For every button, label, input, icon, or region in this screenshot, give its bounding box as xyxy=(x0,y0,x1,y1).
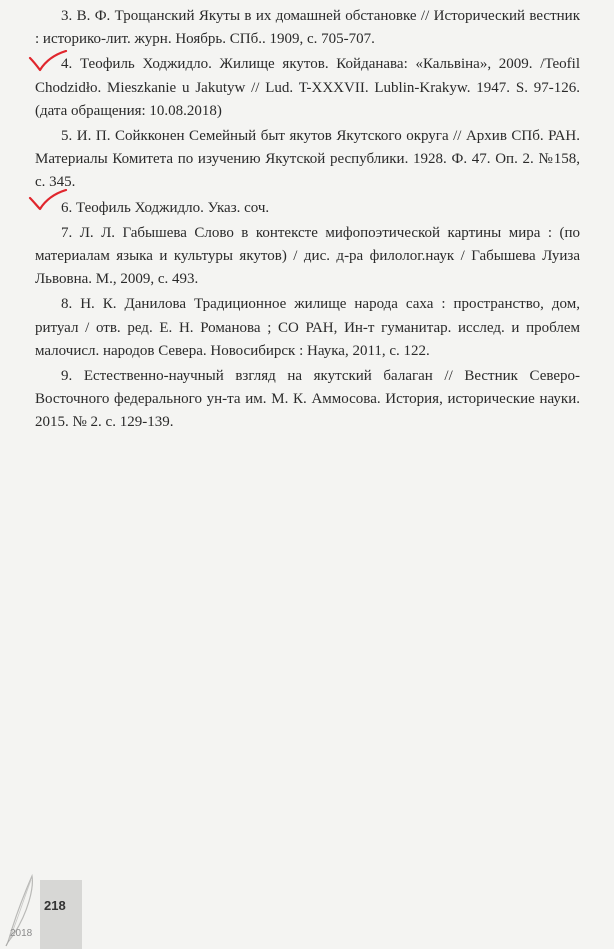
page-number-box xyxy=(40,880,82,949)
reference-item-4: 4. Теофиль Ходжидло. Жилище якутов. Койданава: «Кальвiна», 2009. /Teofil Chodzidło. Mieszkanie u Jakutyw // Lud. T-XXXVII. Lublin-Krakyw. 1947. S. 97-126. (дата обращения: 10.08.2018) xyxy=(35,56,580,119)
page-number: 218 xyxy=(44,898,66,913)
reference-item-9: 9. Естественно-научный взгляд на якутский балаган // Вестник Северо-Восточного федерального ун-та им. М. К. Аммосова. История, исторические науки. 2015. № 2. с. 129-139. xyxy=(35,368,580,431)
year-label: 2018 xyxy=(10,928,33,939)
checkmark-icon xyxy=(28,189,68,211)
reference-item-5: 5. И. П. Сойкконен Семейный быт якутов Якутского округа // Архив СПб. РАН. Материалы Комитета по изучению Якутской республики. 1928. Ф. 47. Оп. 2. №158, с. 345. xyxy=(35,128,580,191)
reference-list xyxy=(35,5,580,437)
reference-item-3: 3. В. Ф. Трощанский Якуты в их домашней обстановке // Исторический вестник : историко-лит. журн. Ноябрь. СПб.. 1909, с. 705-707. xyxy=(35,8,580,48)
reference-item-6: 6. Теофиль Ходжидло. Указ. соч. xyxy=(61,199,270,216)
checkmark-icon xyxy=(28,50,68,72)
reference-item-8: 8. Н. К. Данилова Традиционное жилище народа саха : пространство, дом, ритуал / отв. ред. Е. Н. Романова ; СО РАН, Ин-т гуманитар. исслед. и проблем малочисл. народов Севера. Новосибирск : Наука, 2011, с. 122. xyxy=(35,296,580,359)
reference-item-7: 7. Л. Л. Габышева Слово в контексте мифопоэтической картины мира : (по материалам языка и культуры якутов) / дис. д-ра филолог.наук / Габышева Луиза Львовна. М., 2009, с. 493. xyxy=(35,224,580,288)
